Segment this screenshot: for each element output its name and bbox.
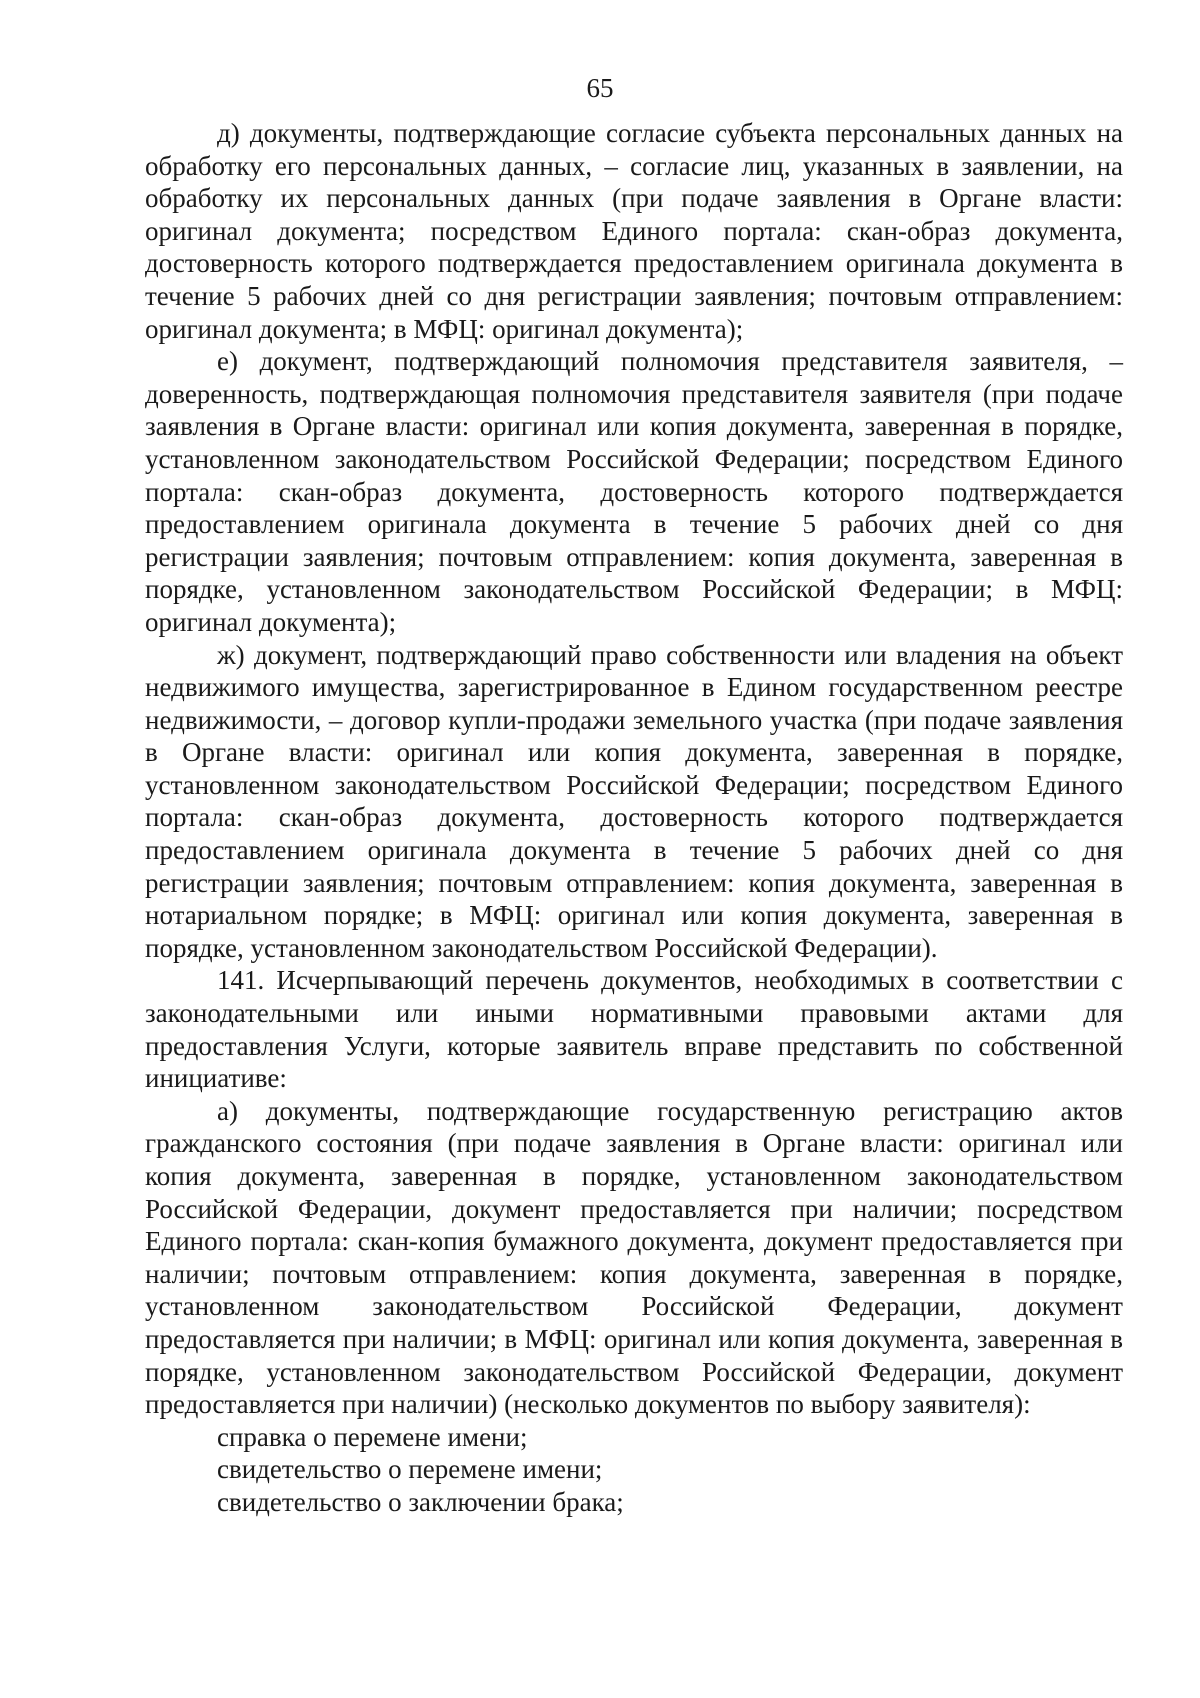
list-item: свидетельство о заключении брака; bbox=[217, 1486, 624, 1517]
list-item: свидетельство о перемене имени; bbox=[217, 1454, 603, 1485]
paragraph-a-civil-status-acts: а) документы, подтверждающие государственную регистрацию актов гражданского состояния (при подаче заявления в Органе власти: оригинал или копия документа, заверенная в порядке, установленном законодательством Российской Федерации, документ предоставляется при наличии; посредством Единого портала: скан-копия бумажного документа, документ предоставляется при наличии; почтовым отправлением: копия документа, заверенная в порядке, установленном законодательством Российской Федерации, документ предоставляется при наличии; в МФЦ: оригинал или копия документа, заверенная в порядке, установленном законодательством Российской Федерации, документ предоставляется при наличии) (несколько документов по выбору заявителя): bbox=[145, 1095, 1123, 1420]
paragraph-d-consent: д) документы, подтверждающие согласие субъекта персональных данных на обработку его персональных данных, – согласие лиц, указанных в заявлении, на обработку их персональных данных (при подаче заявления в Органе власти: оригинал документа; посредством Единого портала: скан-образ документа, достоверность которого подтверждается предоставлением оригинала документа в течение 5 рабочих дней со дня регистрации заявления; почтовым отправлением: оригинал документа; в МФЦ: оригинал документа); bbox=[145, 118, 1123, 344]
document-body bbox=[145, 117, 1123, 1519]
list-item: справка о перемене имени; bbox=[217, 1421, 528, 1452]
paragraph-141-document-list: 141. Исчерпывающий перечень документов, необходимых в соответствии с законодательными или иными нормативными правовыми актами для предоставления Услуги, которые заявитель вправе представить по собственной инициативе: bbox=[145, 965, 1123, 1094]
paragraph-zh-ownership-document: ж) документ, подтверждающий право собственности или владения на объект недвижимого имущества, зарегистрированное в Едином государственном реестре недвижимости, – договор купли-продажи земельного участка (при подаче заявления в Органе власти: оригинал или копия документа, заверенная в порядке, установленном законодательством Российской Федерации; посредством Единого портала: скан-образ документа, достоверность которого подтверждается предоставлением оригинала документа в течение 5 рабочих дней со дня регистрации заявления; почтовым отправлением: копия документа, заверенная в нотариальном порядке; в МФЦ: оригинал или копия документа, заверенная в порядке, установленном законодательством Российской Федерации). bbox=[145, 639, 1123, 963]
paragraph-e-power-of-attorney: е) документ, подтверждающий полномочия представителя заявителя, – доверенность, подтверждающая полномочия представителя заявителя (при подаче заявления в Органе власти: оригинал или копия документа, заверенная в порядке, установленном законодательством Российской Федерации; посредством Единого портала: скан-образ документа, достоверность которого подтверждается предоставлением оригинала документа в течение 5 рабочих дней со дня регистрации заявления; почтовым отправлением: копия документа, заверенная в порядке, установленном законодательством Российской Федерации; в МФЦ: оригинал документа); bbox=[145, 346, 1123, 637]
page-number: 65 bbox=[586, 73, 614, 103]
